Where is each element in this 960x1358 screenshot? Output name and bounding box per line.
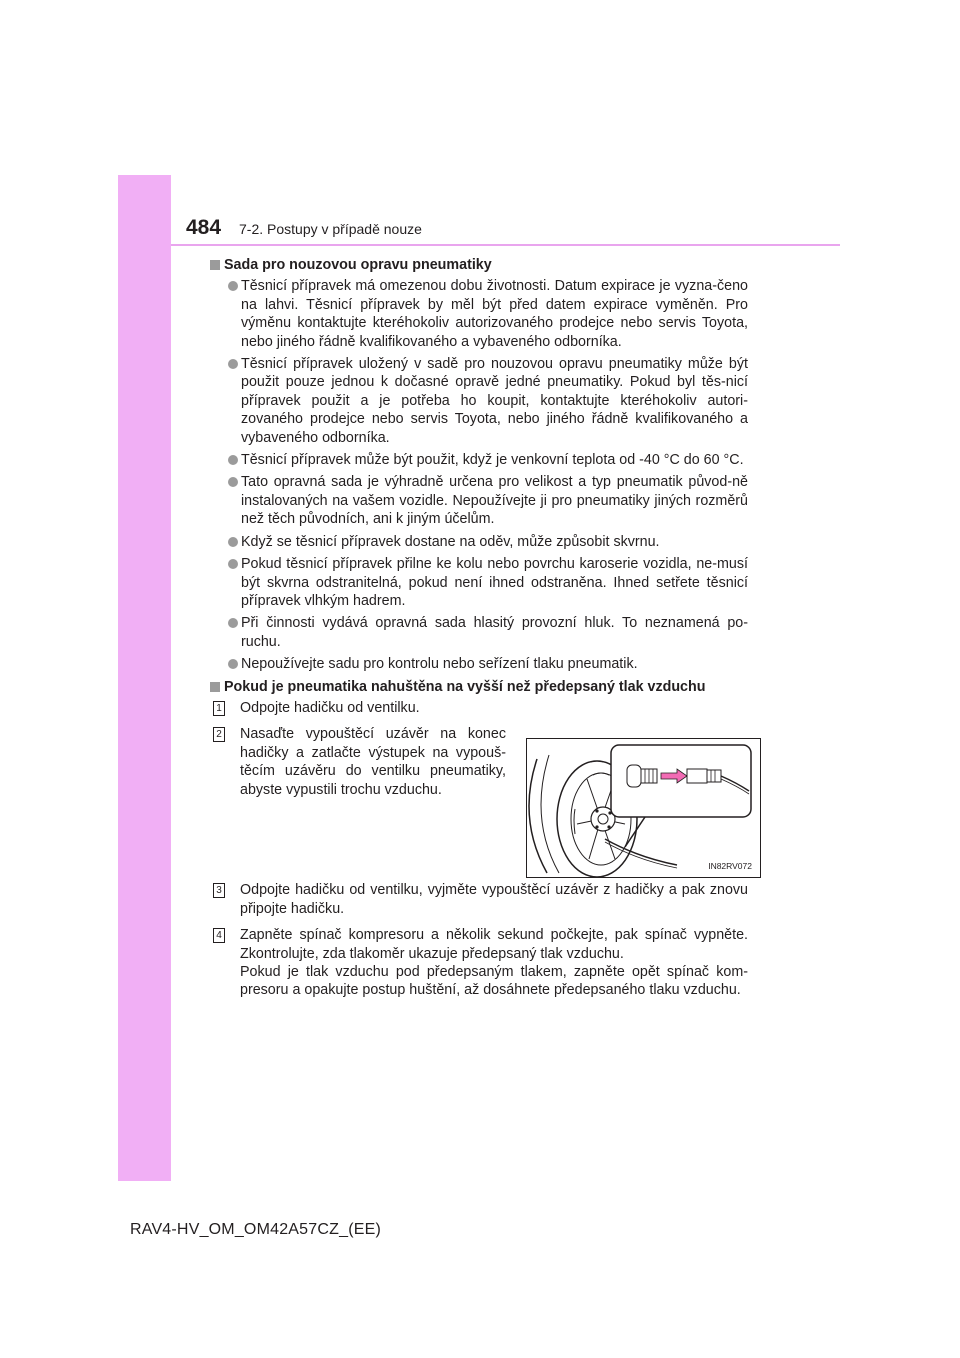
step-number: 3 bbox=[213, 883, 225, 898]
list-item: Tato opravná sada je výhradně určena pro velikost a typ pneumatik původ-ně instalovaných na vašem vozidle. Nepoužívejte ji pro pneumatiky jiných rozměrů než těch původních, ani k jiným účelům. bbox=[228, 473, 748, 528]
step-number: 4 bbox=[213, 928, 225, 943]
tire-valve-illustration bbox=[526, 738, 761, 878]
list-item: Těsnicí přípravek může být použit, když je venkovní teplota od -40 °C do 60 °C. bbox=[228, 451, 748, 469]
bullet-dot-icon bbox=[228, 477, 238, 487]
list-item: Pokud těsnicí přípravek přilne ke kolu nebo povrchu karoserie vozidla, ne-musí být skvrna odstranitelná, pokud není ihned odstraněna. Ihned setřete těsnicí přípravek vlhkým hadrem. bbox=[228, 555, 748, 610]
bullet-dot-icon bbox=[228, 559, 238, 569]
step-4: 4 Zapněte spínač kompresoru a několik sekund počkejte, pak spínač vypněte. Zkontrolujte, zda tlakoměr ukazuje předepsaný tlak vzduchu. Pokud je tlak vzduchu pod předepsaným tlakem, zapněte opět spínač kom-presoru a opakujte postup huštění, až dosáhnete předepsaného tlaku vzduchu. bbox=[210, 926, 748, 1000]
page-content bbox=[210, 256, 748, 1008]
list-item: Nepoužívejte sadu pro kontrolu nebo seřízení tlaku pneumatik. bbox=[228, 655, 748, 673]
bullet-dot-icon bbox=[228, 659, 238, 669]
bullet-list bbox=[210, 277, 748, 673]
step-number: 2 bbox=[213, 727, 225, 742]
square-bullet-icon bbox=[210, 682, 220, 692]
section-title: 7-2. Postupy v případě nouze bbox=[239, 221, 422, 237]
document-code: RAV4-HV_OM_OM42A57CZ_(EE) bbox=[130, 1221, 381, 1238]
step-number: 1 bbox=[213, 701, 225, 716]
step-1: 1 Odpojte hadičku od ventilku. bbox=[210, 699, 748, 717]
list-item: Těsnicí přípravek má omezenou dobu životnosti. Datum expirace je vyzna-čeno na lahvi. Těsnicí přípravek by měl být před datem expirace vyměněn. Pro výměnu kontaktujte kteréhokoliv autorizovaného prodejce nebo servis Toyota, nebo jiného řádně kvalifikovaného a vybaveného odborníka. bbox=[228, 277, 748, 351]
bullet-dot-icon bbox=[228, 359, 238, 369]
square-bullet-icon bbox=[210, 260, 220, 270]
list-item: Těsnicí přípravek uložený v sadě pro nouzovou opravu pneumatiky může být použit pouze jednou k dočasné opravě jedné pneumatiky. Pokud byl těs-nicí přípravek použit a je potřeba ho koupit, kontaktujte kteréhokoliv autori-zovaného prodejce nebo servis Toyota, nebo jiného řádně kvalifikovaného a vybaveného odborníka. bbox=[228, 355, 748, 447]
chapter-sidebar-tab bbox=[118, 175, 171, 1181]
step-3: 3 Odpojte hadičku od ventilku, vyjměte vypouštěcí uzávěr z hadičky a pak znovu připojte hadičku. bbox=[210, 881, 748, 918]
wheel-valve-drawing bbox=[527, 739, 760, 877]
bullet-dot-icon bbox=[228, 537, 238, 547]
header-rule bbox=[171, 244, 840, 246]
page-number: 484 bbox=[186, 216, 222, 239]
bullet-dot-icon bbox=[228, 455, 238, 465]
heading-text: Pokud je pneumatika nahuštěna na vyšší než předepsaný tlak vzduchu bbox=[224, 678, 706, 695]
section-heading-overinflated bbox=[210, 678, 748, 696]
step-2: 2 Nasaďte vypouštěcí uzávěr na konec hadičky a zatlačte výstupek na vypouš-těcím uzávěru do ventilku pneumatiky, abyste vypustili trochu vzduchu. bbox=[210, 725, 506, 799]
section-heading-repair-kit bbox=[210, 256, 748, 274]
figure-code: IN82RV072 bbox=[708, 861, 752, 871]
list-item: Při činnosti vydává opravná sada hlasitý provozní hluk. To neznamená po-ruchu. bbox=[228, 614, 748, 651]
heading-text: Sada pro nouzovou opravu pneumatiky bbox=[224, 257, 492, 273]
list-item: Když se těsnicí přípravek dostane na oděv, může způsobit skvrnu. bbox=[228, 533, 748, 551]
bullet-dot-icon bbox=[228, 618, 238, 628]
bullet-dot-icon bbox=[228, 281, 238, 291]
